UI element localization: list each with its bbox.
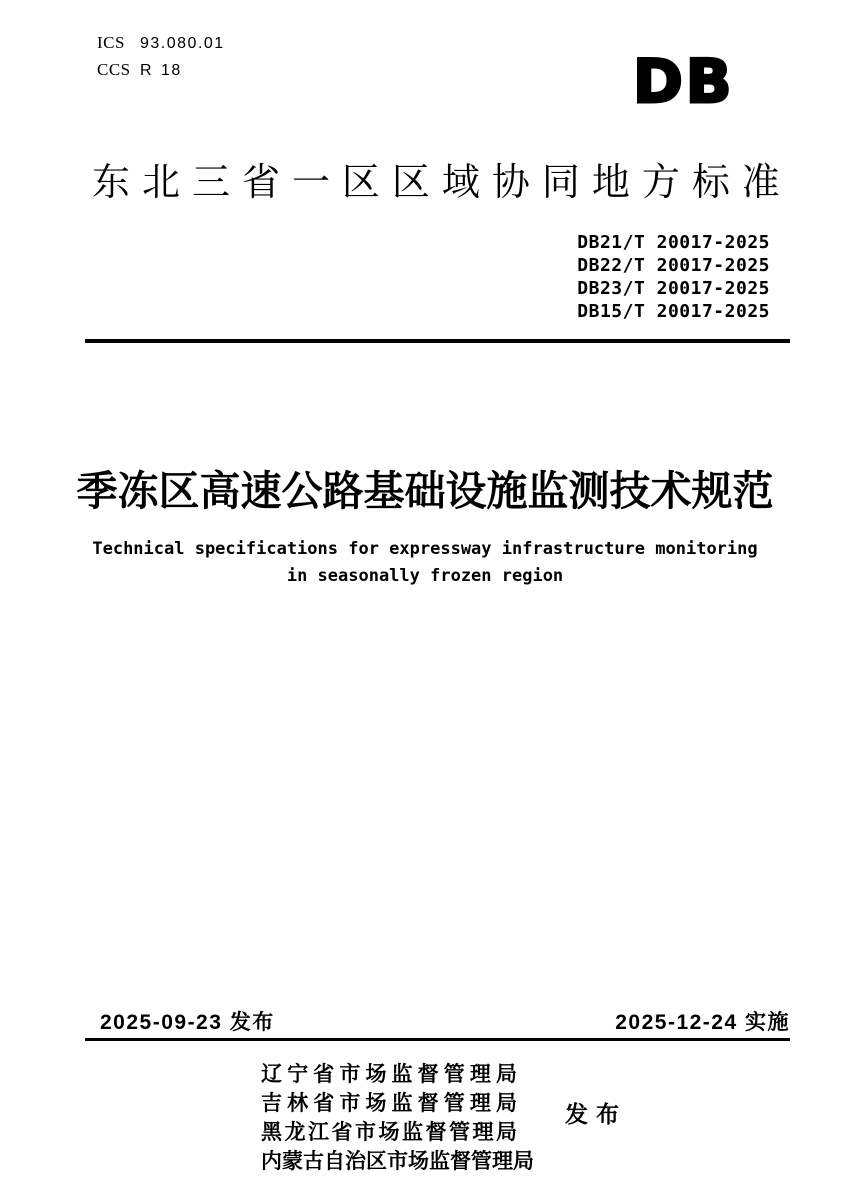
publisher-name: 黑 龙 江 省 市 场 监 督 管 理 局 [261, 1121, 517, 1144]
issue-date: 2025-09-23 发布 [100, 1011, 275, 1034]
english-title-line-2: in seasonally frozen region [286, 566, 564, 586]
publish-label: 发布 [565, 1101, 627, 1127]
db-standard-logo: DB [633, 47, 735, 117]
standard-number: DB23/T 20017-2025 [577, 278, 770, 299]
standard-number: DB15/T 20017-2025 [577, 301, 770, 322]
publisher-name: 辽 宁 省 市 场 监 督 管 理 局 [261, 1063, 517, 1086]
standard-number: DB21/T 20017-2025 [577, 232, 770, 253]
standard-type-title: 东 北 三 省 一 区 区 域 协 同 地 方 标 准 [92, 162, 780, 204]
implement-date: 2025-12-24 实施 [615, 1011, 790, 1034]
ics-value: 93.080.01 [140, 35, 225, 52]
classification-codes [97, 33, 225, 87]
ccs-code-row [97, 60, 225, 80]
document-title-english [0, 536, 850, 590]
standard-number-list [577, 231, 770, 323]
ccs-label: CCS [97, 60, 131, 79]
ccs-value: R 18 [140, 62, 182, 79]
ics-code-row [97, 33, 225, 53]
standard-number: DB22/T 20017-2025 [577, 255, 770, 276]
header-rule [85, 339, 790, 343]
publisher-list [261, 1060, 534, 1176]
publisher-name: 吉 林 省 市 场 监 督 管 理 局 [261, 1092, 517, 1115]
ics-label: ICS [97, 33, 125, 52]
document-title-chinese: 季冻区高速公路基础设施监测技术规范 [76, 468, 774, 514]
footer-rule [85, 1038, 790, 1041]
date-row [100, 1006, 790, 1036]
english-title-line-1: Technical specifications for expressway infrastructure monitoring [92, 539, 758, 559]
publisher-name: 内 蒙 古 自 治 区 市 场 监 督 管 理 局 [261, 1150, 534, 1173]
